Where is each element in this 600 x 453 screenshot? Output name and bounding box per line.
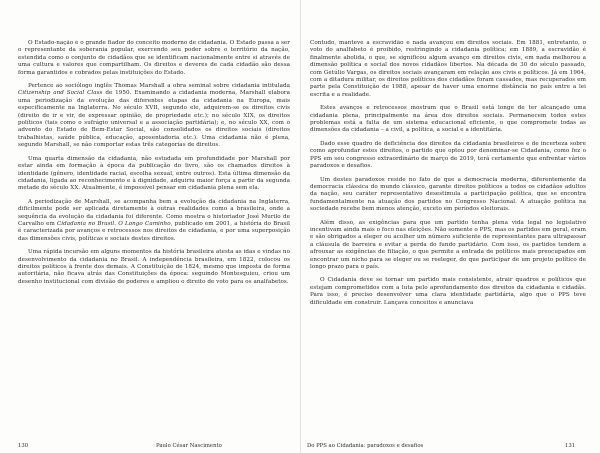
- right-text-column: [310, 40, 586, 436]
- paragraph: O Cidadania deve se tornar um partido mais consistente, atrair quadros e políticos que estejam comprometidos com a luta pelo aprofundamento dos direitos da cidadania e cidadãs. Para isso, é preciso desenvolver uma clara identidade partidária, algo que o PPS teve dificuldade em construir. Lançava conceitos e anunciava: [310, 277, 586, 306]
- running-head-author: Paulo César Nascimento: [156, 443, 222, 449]
- paragraph: Um destes paradoxos reside no fato de que a democracia moderna, diferentemente da democracia clássica do mundo clássico, garante direitos políticos a todos os cidadãos adultos da nação, seu caráter representativo desestimula a participação política, que se encontra fundamentalmente na atuação dos partidos no Congresso Nacional. A atuação política na sociedade recebe bem menos atenção, exceto em períodos eleitorais.: [310, 176, 586, 213]
- left-text-column: [18, 40, 290, 436]
- right-page: [300, 0, 600, 453]
- paragraph: Uma quarta dimensão da cidadania, não estudada em profundidade por Marshall por estar ainda em formação à época da publicação do livro, são os chamados direitos à identidade (gênero, identidade racial, escolha sexual, entre outros). Esta última dimensão da cidadania, ligada ao reconhecimento e à dignidade, adquiriu maior força a partir da segunda metade do século XX. Atualmente, é impossível pensar em cidadania plena sem ela.: [18, 155, 290, 192]
- paragraph: Contudo, manteve a escravidão e nada avançou em direitos sociais. Em 1881, entretanto, o voto do analfabeto é proibido, restringindo a cidadania política; em 1889, a escravidão é finalmente abolida, o que, se significou algum avanço em direitos civis, em nada melhorou a dimensão política e social dos novos cidadãos libertos. Na década de 30 do século passado, com Getúlio Vargas, os direitos sociais avançaram em relação aos civis e políticos. Já em 1964, com a ditadura militar, os direitos políticos dos cidadãos foram cassados, mas recuperados em parte pela Constituição de 1988, apesar de haver uma enorme distância no país entre a lei escrita e a realidade.: [310, 40, 586, 98]
- paragraph: Pertence ao sociólogo inglês Thomas Marshall a obra seminal sobre cidadania intitulada Citizenship and Social Class de 1950. Examinando a cidadania moderna, Marshall elabora uma periodização da evolução das diferentes etapas da cidadania na Europa, mais especificamente na Inglaterra. No século XVII, segundo ele, adquirem-se os direitos civis (direito de ir e vir, de expressar opinião, de propriedade etc.); no século XIX, os direitos políticos (tais como o sufrágio universal e a associação partidária); e, no século XX, com o advento do Estado de Bem-Estar Social, são consolidados os direitos sociais (direitos trabalhistas, saúde pública, educação, aposentadoria etc.). Uma cidadania não é plena, segundo Marshall, se não comportar estas três categorias de direitos.: [18, 83, 290, 149]
- running-head-title: Do PPS ao Cidadania: paradoxos e desafios: [307, 443, 424, 449]
- paragraph: Uma rápida incursão em alguns momentos da história brasileira atesta as idas e vindas no desenvolvimento da cidadania no Brasil. A independência brasileira, em 1822, colocou os direitos políticos à frente dos demais. A Constituição de 1824, mesmo que imposta de forma autoritária, não ficava atrás das Constituições da época: seguindo Montesquieu, criou um desenho institucional com divisão de poderes e ampliou o direito de voto para os analfabetos.: [18, 249, 290, 285]
- paragraph: Estes avanços e retrocessos mostram que o Brasil está longe de ter alcançado uma cidadania plena, principalmente na área dos direitos sociais. Permanecem todos estes problemas está a falta de um sistema educacional eficiente, o que compromete todas as dimensões da cidadania – a civil, a política, a social e a identitária.: [310, 105, 586, 134]
- book-title: Cidadania no Brasil. O Longo Caminho: [56, 220, 171, 227]
- paragraph: O Estado-nação é o grande fiador do conceito moderno de cidadania. O Estado passa a ser o representante da soberania popular, exercendo seu poder sobre o território da nação, estendida como o conjunto de cidadãos que se identificam nacionalmente entre si através de uma cultura e valores que compartilham. Os direitos e deveres de cada cidadão são dessa forma garantidos e cobrados pelas instituições do Estado.: [18, 40, 290, 76]
- page-number: 131: [565, 443, 576, 449]
- paragraph: Além disso, as exigências para que um partido tenha plena vida legal no legislativo incentivam ainda mais o foco nas eleições. Não somente o PPS, mas os partidos em geral, eram e são obrigados a eleger ou acolher um número suficiente de representantes para ultrapassar a cláusula de barreira e evitar a perda do fundo partidário. Com isso, os partidos tendem a afrouxar as exigências de filiação, o que permite a entrada de políticos mais preocupados em encontrar um nicho para se eleger ou se reeleger, do que participar de um projeto político de longo prazo para o país.: [310, 219, 586, 270]
- paragraph: A periodização de Marshall, se acompanha bem a evolução da cidadania na Inglaterra, dificilmente pode ser aplicada diretamente à outras realidades como a brasileira, onde a sequência da evolução da cidadania foi diferente. Como mostra o historiador José Murilo de Carvalho em Cidadania no Brasil. O Longo Caminho, publicado em 2001, a história do Brasil é caracterizada por avanços e retrocessos nos direitos de cidadania, e por uma superposição das dimensões civis, políticas e sociais destes direitos.: [18, 198, 290, 242]
- paragraph: Dado esse quadro de deficiência dos direitos da cidadania brasileiros e de incerteza sobre como aprofundar estes direitos, o partido que optou por denominar-se Cidadania, como fez o PPS em seu congresso extraordinário de março de 2019, terá certamente que enfrentar vários paradoxos e desafios.: [310, 140, 586, 170]
- book-title: Citizenship and Social Class: [18, 90, 103, 97]
- page-number: 130: [18, 443, 29, 449]
